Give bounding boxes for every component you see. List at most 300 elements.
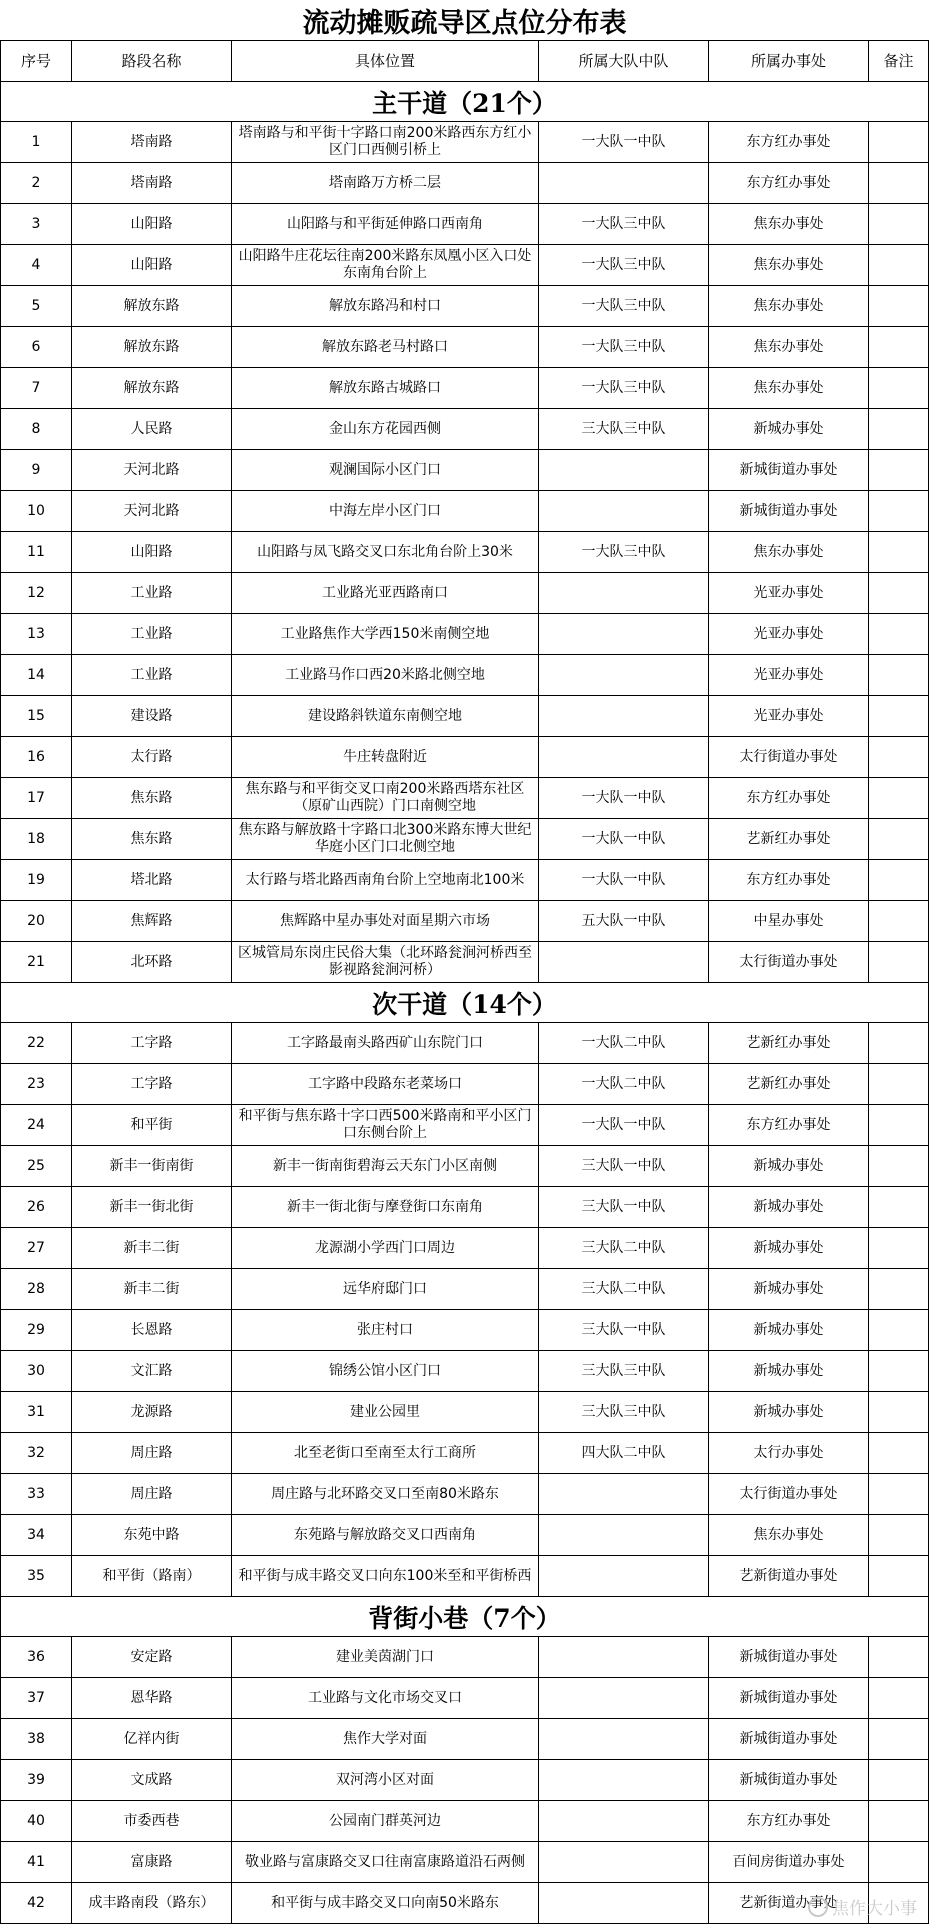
remarks-cell	[869, 1187, 929, 1228]
header-row	[0, 40, 929, 82]
location-cell: 工字路最南头路西矿山东院门口	[232, 1023, 539, 1064]
brigade-squadron-cell	[539, 1515, 709, 1556]
sub-district-office-cell: 太行街道办事处	[709, 1474, 869, 1515]
sub-district-office-cell: 新城街道办事处	[709, 1719, 869, 1760]
brigade-squadron-cell	[539, 163, 709, 204]
distribution-table	[0, 40, 929, 1927]
header-cell: 路段名称	[72, 40, 232, 82]
brigade-squadron-cell: 一大队三中队	[539, 245, 709, 286]
location-cell: 工字路中段路东老菜场口	[232, 1064, 539, 1105]
sub-district-office-cell: 太行街道办事处	[709, 942, 869, 983]
brigade-squadron-cell	[539, 491, 709, 532]
remarks-cell	[869, 1556, 929, 1597]
row-number-cell: 2	[0, 163, 72, 204]
header-cell: 所属大队中队	[539, 40, 709, 82]
table-row	[0, 163, 929, 204]
road-name-cell: 天河北路	[72, 491, 232, 532]
sub-district-office-cell: 新城办事处	[709, 1310, 869, 1351]
brigade-squadron-cell: 一大队三中队	[539, 204, 709, 245]
sub-district-office-cell: 光亚办事处	[709, 614, 869, 655]
row-number-cell: 21	[0, 942, 72, 983]
road-name-cell: 工业路	[72, 573, 232, 614]
row-number-cell: 32	[0, 1433, 72, 1474]
sub-district-office-cell: 新城办事处	[709, 409, 869, 450]
road-name-cell: 山阳路	[72, 204, 232, 245]
road-name-cell: 人民路	[72, 409, 232, 450]
weibo-icon	[808, 1897, 828, 1917]
table-row	[0, 1842, 929, 1883]
remarks-cell	[869, 245, 929, 286]
brigade-squadron-cell	[539, 1474, 709, 1515]
row-number-cell: 41	[0, 1842, 72, 1883]
road-name-cell: 新丰一街南街	[72, 1146, 232, 1187]
brigade-squadron-cell	[539, 737, 709, 778]
sub-district-office-cell: 焦东办事处	[709, 532, 869, 573]
road-name-cell: 塔南路	[72, 122, 232, 163]
table-row	[0, 696, 929, 737]
sub-district-office-cell: 太行办事处	[709, 1433, 869, 1474]
remarks-cell	[869, 819, 929, 860]
row-number-cell: 11	[0, 532, 72, 573]
remarks-cell	[869, 1269, 929, 1310]
road-name-cell: 恩华路	[72, 1678, 232, 1719]
brigade-squadron-cell	[539, 1556, 709, 1597]
location-cell: 远华府邸门口	[232, 1269, 539, 1310]
brigade-squadron-cell	[539, 942, 709, 983]
brigade-squadron-cell: 一大队二中队	[539, 1064, 709, 1105]
remarks-cell	[869, 1474, 929, 1515]
table-row	[0, 245, 929, 286]
brigade-squadron-cell	[539, 1719, 709, 1760]
row-number-cell: 23	[0, 1064, 72, 1105]
brigade-squadron-cell: 五大队一中队	[539, 901, 709, 942]
road-name-cell: 长恩路	[72, 1310, 232, 1351]
road-name-cell: 工业路	[72, 614, 232, 655]
road-name-cell: 太行路	[72, 737, 232, 778]
remarks-cell	[869, 532, 929, 573]
road-name-cell: 天河北路	[72, 450, 232, 491]
remarks-cell	[869, 409, 929, 450]
table-row	[0, 1023, 929, 1064]
sub-district-office-cell: 百间房街道办事处	[709, 1842, 869, 1883]
location-cell: 公园南门群英河边	[232, 1801, 539, 1842]
row-number-cell: 37	[0, 1678, 72, 1719]
row-number-cell: 9	[0, 450, 72, 491]
brigade-squadron-cell	[539, 614, 709, 655]
brigade-squadron-cell: 一大队一中队	[539, 860, 709, 901]
brigade-squadron-cell: 一大队一中队	[539, 122, 709, 163]
remarks-cell	[869, 204, 929, 245]
brigade-squadron-cell	[539, 1842, 709, 1883]
remarks-cell	[869, 1719, 929, 1760]
road-name-cell: 北环路	[72, 942, 232, 983]
header-cell: 备注	[869, 40, 929, 82]
location-cell: 塔南路万方桥二层	[232, 163, 539, 204]
brigade-squadron-cell: 三大队三中队	[539, 1351, 709, 1392]
road-name-cell: 解放东路	[72, 327, 232, 368]
table-row	[0, 1556, 929, 1597]
sub-district-office-cell: 太行街道办事处	[709, 737, 869, 778]
location-cell: 新丰一街南街碧海云天东门小区南侧	[232, 1146, 539, 1187]
location-cell: 周庄路与北环路交叉口至南80米路东	[232, 1474, 539, 1515]
road-name-cell: 周庄路	[72, 1433, 232, 1474]
table-row	[0, 1351, 929, 1392]
brigade-squadron-cell: 一大队一中队	[539, 819, 709, 860]
row-number-cell: 29	[0, 1310, 72, 1351]
remarks-cell	[869, 942, 929, 983]
location-cell: 山阳路与和平街延伸路口西南角	[232, 204, 539, 245]
sub-district-office-cell: 焦东办事处	[709, 204, 869, 245]
table-row	[0, 655, 929, 696]
row-number-cell: 6	[0, 327, 72, 368]
row-number-cell: 39	[0, 1760, 72, 1801]
road-name-cell: 塔北路	[72, 860, 232, 901]
sub-district-office-cell: 东方红办事处	[709, 778, 869, 819]
table-row	[0, 1310, 929, 1351]
location-cell: 山阳路牛庄花坛往南200米路东凤凰小区入口处东南角台阶上	[232, 245, 539, 286]
remarks-cell	[869, 1678, 929, 1719]
table-row	[0, 942, 929, 983]
remarks-cell	[869, 368, 929, 409]
location-cell: 建业美茵湖门口	[232, 1637, 539, 1678]
road-name-cell: 工字路	[72, 1064, 232, 1105]
row-number-cell: 26	[0, 1187, 72, 1228]
sub-district-office-cell: 新城街道办事处	[709, 450, 869, 491]
row-number-cell: 27	[0, 1228, 72, 1269]
sub-district-office-cell: 新城办事处	[709, 1392, 869, 1433]
table-row	[0, 1228, 929, 1269]
page-title: 流动摊贩疏导区点位分布表	[302, 7, 627, 39]
header-cell: 具体位置	[232, 40, 539, 82]
remarks-cell	[869, 901, 929, 942]
sub-district-office-cell: 焦东办事处	[709, 286, 869, 327]
table-row	[0, 860, 929, 901]
location-cell: 焦作大学对面	[232, 1719, 539, 1760]
road-name-cell: 建设路	[72, 696, 232, 737]
sub-district-office-cell: 艺新街道办事处	[709, 1883, 869, 1924]
location-cell: 牛庄转盘附近	[232, 737, 539, 778]
section-header: 主干道（21个）	[0, 82, 929, 122]
table-row	[0, 1105, 929, 1146]
table-row	[0, 368, 929, 409]
remarks-cell	[869, 737, 929, 778]
road-name-cell: 成丰路南段（路东）	[72, 1883, 232, 1924]
table-row	[0, 1064, 929, 1105]
table-row	[0, 1474, 929, 1515]
row-number-cell: 28	[0, 1269, 72, 1310]
remarks-cell	[869, 1637, 929, 1678]
brigade-squadron-cell	[539, 1637, 709, 1678]
sub-district-office-cell: 东方红办事处	[709, 860, 869, 901]
section-header: 次干道（14个）	[0, 983, 929, 1023]
table-row	[0, 286, 929, 327]
road-name-cell: 龙源路	[72, 1392, 232, 1433]
brigade-squadron-cell	[539, 655, 709, 696]
row-number-cell: 5	[0, 286, 72, 327]
sub-district-office-cell: 光亚办事处	[709, 696, 869, 737]
remarks-cell	[869, 696, 929, 737]
remarks-cell	[869, 1146, 929, 1187]
location-cell: 山阳路与凤飞路交叉口东北角台阶上30米	[232, 532, 539, 573]
row-number-cell: 4	[0, 245, 72, 286]
sub-district-office-cell: 艺新红办事处	[709, 819, 869, 860]
row-number-cell: 3	[0, 204, 72, 245]
table-row	[0, 737, 929, 778]
row-number-cell: 22	[0, 1023, 72, 1064]
table-row	[0, 1269, 929, 1310]
remarks-cell	[869, 122, 929, 163]
road-name-cell: 山阳路	[72, 245, 232, 286]
location-cell: 双河湾小区对面	[232, 1760, 539, 1801]
brigade-squadron-cell: 三大队三中队	[539, 1392, 709, 1433]
remarks-cell	[869, 450, 929, 491]
row-number-cell: 19	[0, 860, 72, 901]
table-row	[0, 1883, 929, 1924]
location-cell: 塔南路与和平街十字路口南200米路西东方红小区门口西侧引桥上	[232, 122, 539, 163]
row-number-cell: 34	[0, 1515, 72, 1556]
row-number-cell: 33	[0, 1474, 72, 1515]
table-row	[0, 1392, 929, 1433]
road-name-cell: 文汇路	[72, 1351, 232, 1392]
location-cell: 新丰一街北街与摩登街口东南角	[232, 1187, 539, 1228]
location-cell: 工业路光亚西路南口	[232, 573, 539, 614]
sub-district-office-cell: 东方红办事处	[709, 163, 869, 204]
remarks-cell	[869, 1023, 929, 1064]
road-name-cell: 富康路	[72, 1842, 232, 1883]
sub-district-office-cell: 新城办事处	[709, 1187, 869, 1228]
sub-district-office-cell: 东方红办事处	[709, 1801, 869, 1842]
remarks-cell	[869, 1105, 929, 1146]
location-cell: 中海左岸小区门口	[232, 491, 539, 532]
location-cell: 工业路与文化市场交叉口	[232, 1678, 539, 1719]
remarks-cell	[869, 327, 929, 368]
sub-district-office-cell: 新城办事处	[709, 1351, 869, 1392]
road-name-cell: 新丰二街	[72, 1228, 232, 1269]
table-row	[0, 1515, 929, 1556]
brigade-squadron-cell: 一大队二中队	[539, 1023, 709, 1064]
sub-district-office-cell: 中星办事处	[709, 901, 869, 942]
road-name-cell: 焦辉路	[72, 901, 232, 942]
brigade-squadron-cell: 三大队一中队	[539, 1310, 709, 1351]
location-cell: 焦东路与解放路十字路口北300米路东博大世纪华庭小区门口北侧空地	[232, 819, 539, 860]
brigade-squadron-cell	[539, 450, 709, 491]
table-row	[0, 778, 929, 819]
road-name-cell: 工字路	[72, 1023, 232, 1064]
row-number-cell: 14	[0, 655, 72, 696]
sub-district-office-cell: 新城办事处	[709, 1228, 869, 1269]
brigade-squadron-cell: 一大队三中队	[539, 368, 709, 409]
watermark	[808, 1894, 917, 1919]
table-row	[0, 1719, 929, 1760]
table-row	[0, 532, 929, 573]
row-number-cell: 20	[0, 901, 72, 942]
brigade-squadron-cell: 三大队二中队	[539, 1228, 709, 1269]
sub-district-office-cell: 新城办事处	[709, 1269, 869, 1310]
row-number-cell: 36	[0, 1637, 72, 1678]
location-cell: 和平街与成丰路交叉口向东100米至和平街桥西	[232, 1556, 539, 1597]
brigade-squadron-cell	[539, 1760, 709, 1801]
location-cell: 解放东路冯和村口	[232, 286, 539, 327]
sub-district-office-cell: 焦东办事处	[709, 327, 869, 368]
location-cell: 张庄村口	[232, 1310, 539, 1351]
remarks-cell	[869, 1801, 929, 1842]
remarks-cell	[869, 1310, 929, 1351]
location-cell: 和平街与焦东路十字口西500米路南和平小区门口东侧台阶上	[232, 1105, 539, 1146]
remarks-cell	[869, 1064, 929, 1105]
location-cell: 锦绣公馆小区门口	[232, 1351, 539, 1392]
watermark-text: 焦作大小事	[832, 1899, 917, 1919]
location-cell: 观澜国际小区门口	[232, 450, 539, 491]
remarks-cell	[869, 1228, 929, 1269]
sub-district-office-cell: 新城街道办事处	[709, 1760, 869, 1801]
remarks-cell	[869, 1392, 929, 1433]
row-number-cell: 8	[0, 409, 72, 450]
road-name-cell: 亿祥内街	[72, 1719, 232, 1760]
road-name-cell: 新丰二街	[72, 1269, 232, 1310]
road-name-cell: 东苑中路	[72, 1515, 232, 1556]
remarks-cell	[869, 163, 929, 204]
row-number-cell: 12	[0, 573, 72, 614]
sub-district-office-cell: 焦东办事处	[709, 368, 869, 409]
row-number-cell: 13	[0, 614, 72, 655]
table-row	[0, 819, 929, 860]
brigade-squadron-cell: 三大队一中队	[539, 1187, 709, 1228]
sub-district-office-cell: 光亚办事处	[709, 655, 869, 696]
location-cell: 北至老街口至南至太行工商所	[232, 1433, 539, 1474]
location-cell: 建设路斜铁道东南侧空地	[232, 696, 539, 737]
sub-district-office-cell: 艺新红办事处	[709, 1064, 869, 1105]
location-cell: 工业路焦作大学西150米南侧空地	[232, 614, 539, 655]
row-number-cell: 18	[0, 819, 72, 860]
road-name-cell: 焦东路	[72, 778, 232, 819]
remarks-cell	[869, 1433, 929, 1474]
road-name-cell: 焦东路	[72, 819, 232, 860]
row-number-cell: 16	[0, 737, 72, 778]
sub-district-office-cell: 艺新街道办事处	[709, 1556, 869, 1597]
table-row	[0, 1801, 929, 1842]
road-name-cell: 解放东路	[72, 368, 232, 409]
location-cell: 区城管局东岗庄民俗大集（北环路瓮涧河桥西至影视路瓮涧河桥）	[232, 942, 539, 983]
road-name-cell: 安定路	[72, 1637, 232, 1678]
table-row	[0, 614, 929, 655]
location-cell: 太行路与塔北路西南角台阶上空地南北100米	[232, 860, 539, 901]
sub-district-office-cell: 新城街道办事处	[709, 1637, 869, 1678]
row-number-cell: 40	[0, 1801, 72, 1842]
road-name-cell: 和平街	[72, 1105, 232, 1146]
brigade-squadron-cell: 一大队三中队	[539, 286, 709, 327]
table-row	[0, 409, 929, 450]
row-number-cell: 25	[0, 1146, 72, 1187]
sub-district-office-cell: 焦东办事处	[709, 1515, 869, 1556]
brigade-squadron-cell: 三大队一中队	[539, 1146, 709, 1187]
header-cell: 序号	[0, 40, 72, 82]
location-cell: 工业路马作口西20米路北侧空地	[232, 655, 539, 696]
location-cell: 和平街与成丰路交叉口向南50米路东	[232, 1883, 539, 1924]
location-cell: 焦辉路中星办事处对面星期六市场	[232, 901, 539, 942]
row-number-cell: 24	[0, 1105, 72, 1146]
table-row	[0, 1146, 929, 1187]
road-name-cell: 山阳路	[72, 532, 232, 573]
sub-district-office-cell: 新城街道办事处	[709, 1678, 869, 1719]
remarks-cell	[869, 614, 929, 655]
header-cell: 所属办事处	[709, 40, 869, 82]
row-number-cell: 38	[0, 1719, 72, 1760]
brigade-squadron-cell: 一大队一中队	[539, 778, 709, 819]
remarks-cell	[869, 778, 929, 819]
location-cell: 敬业路与富康路交叉口往南富康路道沿石两侧	[232, 1842, 539, 1883]
remarks-cell	[869, 1515, 929, 1556]
table-row	[0, 1678, 929, 1719]
brigade-squadron-cell: 一大队一中队	[539, 1105, 709, 1146]
remarks-cell	[869, 573, 929, 614]
remarks-cell	[869, 860, 929, 901]
brigade-squadron-cell: 一大队三中队	[539, 532, 709, 573]
table-row	[0, 1760, 929, 1801]
section-header: 背街小巷（7个）	[0, 1597, 929, 1637]
location-cell: 解放东路老马村路口	[232, 327, 539, 368]
remarks-cell	[869, 1760, 929, 1801]
brigade-squadron-cell: 一大队三中队	[539, 327, 709, 368]
remarks-cell	[869, 491, 929, 532]
table-row	[0, 204, 929, 245]
sub-district-office-cell: 光亚办事处	[709, 573, 869, 614]
row-number-cell: 1	[0, 122, 72, 163]
row-number-cell: 15	[0, 696, 72, 737]
brigade-squadron-cell	[539, 573, 709, 614]
table-row	[0, 901, 929, 942]
remarks-cell	[869, 1842, 929, 1883]
location-cell: 金山东方花园西侧	[232, 409, 539, 450]
location-cell: 东苑路与解放路交叉口西南角	[232, 1515, 539, 1556]
row-number-cell: 31	[0, 1392, 72, 1433]
sub-district-office-cell: 焦东办事处	[709, 245, 869, 286]
sub-district-office-cell: 东方红办事处	[709, 1105, 869, 1146]
row-number-cell: 7	[0, 368, 72, 409]
brigade-squadron-cell	[539, 1883, 709, 1924]
table-row	[0, 491, 929, 532]
row-number-cell: 30	[0, 1351, 72, 1392]
sub-district-office-cell: 新城街道办事处	[709, 491, 869, 532]
remarks-cell	[869, 1351, 929, 1392]
sub-district-office-cell: 新城办事处	[709, 1146, 869, 1187]
table-row	[0, 1187, 929, 1228]
brigade-squadron-cell	[539, 696, 709, 737]
row-number-cell: 17	[0, 778, 72, 819]
location-cell: 龙源湖小学西门口周边	[232, 1228, 539, 1269]
table-row	[0, 122, 929, 163]
location-cell: 焦东路与和平街交叉口南200米路西塔东社区（原矿山西院）门口南侧空地	[232, 778, 539, 819]
table-row	[0, 450, 929, 491]
location-cell: 解放东路古城路口	[232, 368, 539, 409]
sub-district-office-cell: 艺新红办事处	[709, 1023, 869, 1064]
road-name-cell: 文成路	[72, 1760, 232, 1801]
table-row	[0, 1433, 929, 1474]
road-name-cell: 周庄路	[72, 1474, 232, 1515]
road-name-cell: 工业路	[72, 655, 232, 696]
road-name-cell: 塔南路	[72, 163, 232, 204]
road-name-cell: 解放东路	[72, 286, 232, 327]
row-number-cell: 35	[0, 1556, 72, 1597]
row-number-cell: 42	[0, 1883, 72, 1924]
brigade-squadron-cell: 三大队三中队	[539, 409, 709, 450]
location-cell: 建业公园里	[232, 1392, 539, 1433]
brigade-squadron-cell: 三大队二中队	[539, 1269, 709, 1310]
table-row	[0, 327, 929, 368]
brigade-squadron-cell	[539, 1801, 709, 1842]
road-name-cell: 和平街（路南）	[72, 1556, 232, 1597]
table-row	[0, 573, 929, 614]
sub-district-office-cell: 东方红办事处	[709, 122, 869, 163]
